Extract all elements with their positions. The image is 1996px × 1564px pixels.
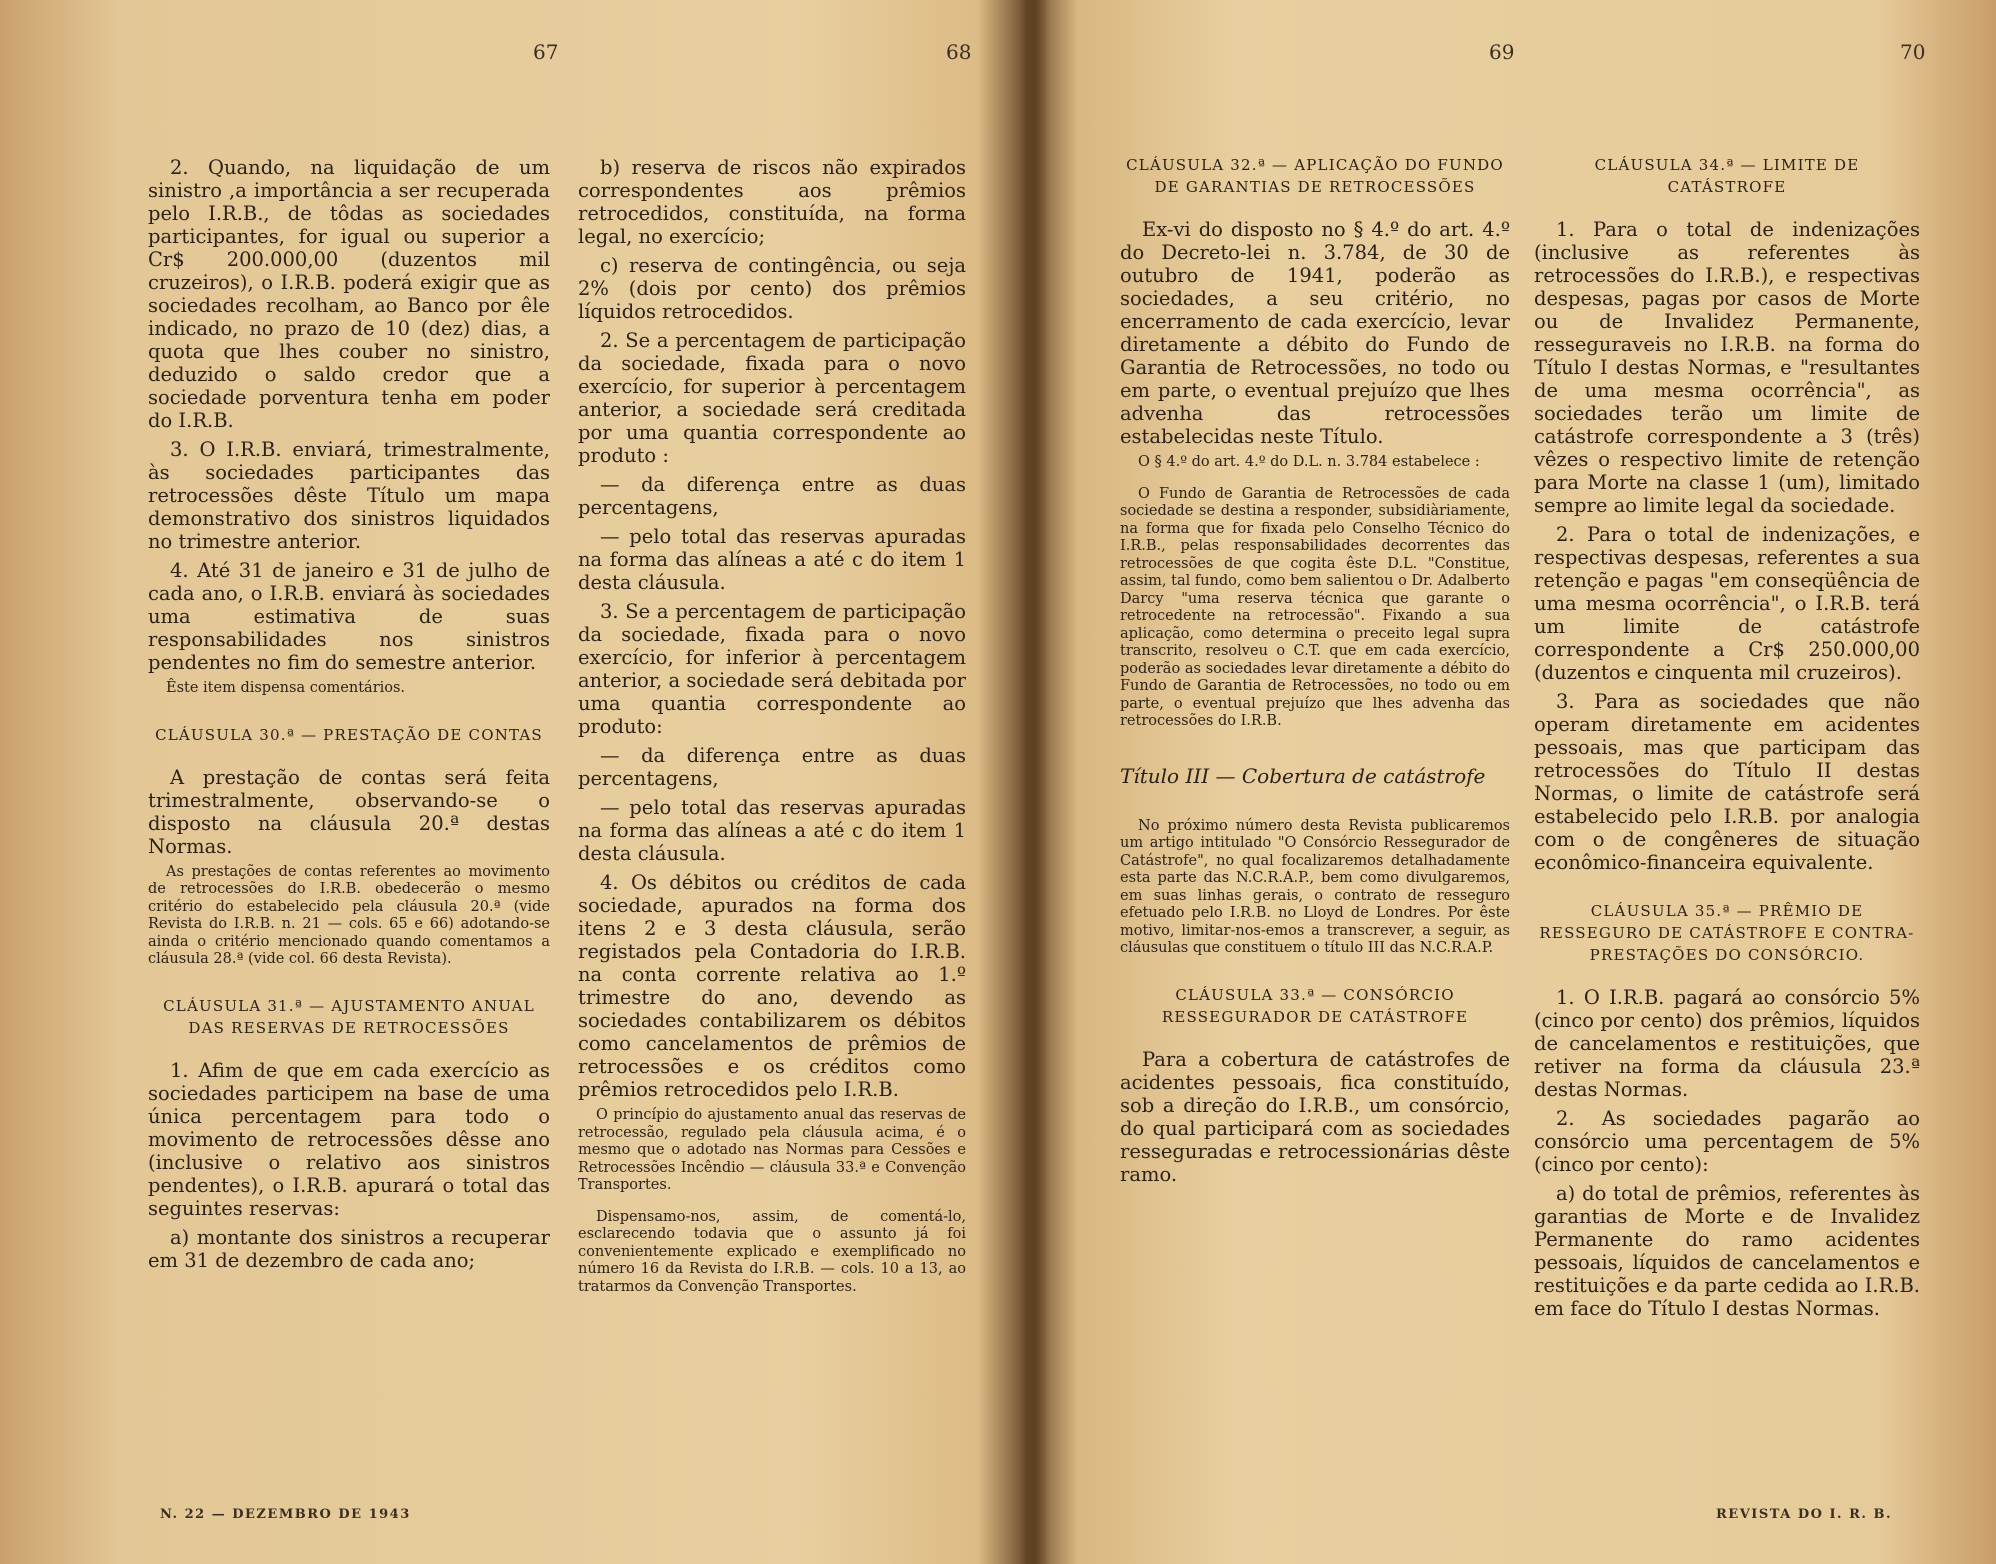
column-68 <box>578 156 966 1310</box>
column-67 <box>148 156 550 1278</box>
paragraph: 1. O I.R.B. pagará ao consórcio 5% (cinco por cento) dos prêmios, líquidos de cancelamentos e restituições, que retiver na forma da cláusula 23.ª destas Normas. <box>1534 986 1920 1101</box>
paragraph: c) reserva de contingência, ou seja 2% (dois por cento) dos prêmios líquidos retrocedidos. <box>578 254 966 323</box>
paragraph: 3. O I.R.B. enviará, trimestralmente, às sociedades participantes das retrocessões dêste Título um mapa demonstrativo dos sinistros liquidados no trimestre anterior. <box>148 438 550 553</box>
clause-heading: CLÁUSULA 30.ª — PRESTAÇÃO DE CONTAS <box>155 725 543 744</box>
paragraph: 3. Para as sociedades que não operam diretamente em acidentes pessoais, mas que participam das retrocessões do Título II destas Normas, o limite de catástrofe será estabelecido pelo I.R.B. por analogia com o de congêneres de situação econômico-financeira equivalente. <box>1534 690 1920 874</box>
paragraph: A prestação de contas será feita trimestralmente, observando-se o disposto na cláusula 20.ª destas Normas. <box>148 765 550 858</box>
paragraph: 1. Para o total de indenizações (inclusive as referentes às retrocessões do I.R.B.), e respectivas despesas, pagas por casos de Morte ou de Invalidez Permanente, resseguraveis no I.R.B. na forma do Título I destas Normas, e "resultantes de uma mesma ocorrência", as sociedades terão um limite de catástrofe correspondente a 3 (três) vêzes o respectivo limite de retenção para Morte na classe 1 (um), limitado sempre ao limite legal da sociedade. <box>1534 218 1920 517</box>
paragraph: 4. Até 31 de janeiro e 31 de julho de cada ano, o I.R.B. enviará às sociedades uma estimativa de suas responsabilidades nos sinistros pendentes no fim do semestre anterior. <box>148 559 550 674</box>
clause-heading: CLÁUSULA 35.ª — PRÊMIO DE RESSEGURO DE CATÁSTROFE E CONTRA-PRESTAÇÕES DO CONSÓRCIO. <box>1539 902 1915 964</box>
page-number-70: 70 <box>1900 40 1926 64</box>
page-number-67: 67 <box>533 40 559 64</box>
clause-heading: CLÁUSULA 32.ª — APLICAÇÃO DO FUNDO DE GARANTIAS DE RETROCESSÕES <box>1126 156 1504 196</box>
page-number-68: 68 <box>946 40 972 64</box>
clause-heading: CLÁUSULA 31.ª — AJUSTAMENTO ANUAL DAS RESERVAS DE RETROCESSÕES <box>163 996 535 1037</box>
paragraph: 2. Se a percentagem de participação da sociedade, fixada para o novo exercício, for superior à percentagem anterior, a sociedade será creditada por uma quantia correspondente ao produto : <box>578 329 966 467</box>
section-title: Título III — Cobertura de catástrofe <box>1120 763 1486 788</box>
commentary: O § 4.º do art. 4.º do D.L. n. 3.784 estabelece : <box>1138 454 1480 470</box>
paragraph: 1. Afim de que em cada exercício as sociedades participem na base de uma única percentagem para todo o movimento de retrocessões dêsse ano (inclusive o relativo aos sinistros pendentes), o I.R.B. apurará o total das seguintes reservas: <box>148 1058 550 1220</box>
paragraph: 2. Para o total de indenizações, e respectivas despesas, referentes a sua retenção e pagas "em conseqüência de uma mesma ocorrência", o I.R.B. terá um limite de catástrofe correspondente a Cr$ 250.000,00 (duzentos e cinquenta mil cruzeiros). <box>1534 523 1920 684</box>
commentary: O princípio do ajustamento anual das reservas de retrocessão, regulado pela cláusula acima, é o mesmo que o adotado nas Normas para Cessões e Retrocessões Incêndio — cláusula 33.ª e Convenção Transportes. <box>578 1107 966 1193</box>
paragraph: 2. Quando, na liquidação de um sinistro ,a importância a ser recuperada pelo I.R.B., de tôdas as sociedades participantes, for igual ou superior a Cr$ 200.000,00 (duzentos mil cruzeiros), o I.R.B. poderá exigir que as sociedades recolham, ao Banco por êle indicado, no prazo de 10 (dez) dias, a quota que lhes couber no sinistro, deduzido o saldo credor que a sociedade porventura tenha em poder do I.R.B. <box>148 156 550 432</box>
paragraph: Ex-vi do disposto no § 4.º do art. 4.º do Decreto-lei n. 3.784, de 30 de outubro de 1941, poderão as sociedades, a seu critério, no encerramento de cada exercício, levar diretamente a débito do Fundo de Garantia de Retrocessões, no todo ou em parte, o eventual prejuízo que lhes advenha das retrocessões estabelecidas neste Título. <box>1120 218 1510 448</box>
paragraph: — da diferença entre as duas percentagens, <box>578 473 966 519</box>
paragraph: b) reserva de riscos não expirados correspondentes aos prêmios retrocedidos, constituída, na forma legal, no exercício; <box>578 156 966 248</box>
commentary: O Fundo de Garantia de Retrocessões de cada sociedade se destina a responder, subsidiàriamente, na forma que for fixada pelo Conselho Técnico do I.R.B., pelas responsabilidades decorrentes das retrocessões de que cogita êste D.L. "Constitue, assim, tal fundo, como bem salientou o Dr. Adalberto Darcy "uma reserva técnica que garante o retrocedente na retrocessão". Fixando a sua aplicação, como determina o preceito legal supra transcrito, resolveu o C.T. que em cada exercício, poderão as sociedades levar diretamente a débito do Fundo de Garantia de Retrocessões, no todo ou em parte, o eventual prejuízo que lhes advenha das retrocessões do I.R.B. <box>1120 485 1510 729</box>
clause-heading: CLÁUSULA 33.ª — CONSÓRCIO RESSEGURADOR DE CATÁSTROFE <box>1161 985 1469 1026</box>
column-70 <box>1534 154 1920 1326</box>
clause-heading: CLÁUSULA 34.ª — LIMITE DE CATÁSTROFE <box>1594 156 1860 196</box>
commentary: Dispensamo-nos, assim, de comentá-lo, esclarecendo todavia que o assunto já foi convenientemente explicado e exemplificado no número 16 da Revista do I.R.B. — cols. 10 a 13, ao tratarmos da Convenção Transportes. <box>578 1208 966 1295</box>
paragraph: — pelo total das reservas apuradas na forma das alíneas a até c do item 1 desta cláusula. <box>578 796 966 865</box>
book-gutter <box>1020 0 1050 1564</box>
paragraph: 2. As sociedades pagarão ao consórcio uma percentagem de 5% (cinco por cento): <box>1534 1107 1920 1176</box>
paragraph: a) montante dos sinistros a recuperar em 31 de dezembro de cada ano; <box>148 1225 550 1272</box>
column-69 <box>1120 154 1510 1192</box>
commentary: Êste item dispensa comentários. <box>166 680 406 696</box>
page-number-69: 69 <box>1489 40 1515 64</box>
paragraph: 3. Se a percentagem de participação da sociedade, fixada para o novo exercício, for inferior à percentagem anterior, a sociedade será debitada por uma quantia correspondente ao produto: <box>578 600 966 738</box>
paragraph: — pelo total das reservas apuradas na forma das alíneas a até c do item 1 desta cláusula. <box>578 525 966 594</box>
paragraph: Para a cobertura de catástrofes de acidentes pessoais, fica constituído, sob a direção do I.R.B., um consórcio, do qual participará com as sociedades resseguradas e retrocessionárias dêste ramo. <box>1120 1047 1510 1186</box>
footer-journal: REVISTA DO I. R. B. <box>1716 1507 1892 1522</box>
commentary: As prestações de contas referentes ao movimento de retrocessões do I.R.B. obedecerão o mesmo critério do estabelecido pela cláusula 20.ª (vide Revista do I.R.B. n. 21 — cols. 65 e 66) adotando-se ainda o critério mencionado quando comentamos a cláusula 28.ª (vide col. 66 desta Revista). <box>148 863 550 967</box>
commentary: No próximo número desta Revista publicaremos um artigo intitulado "O Consórcio Ressegurador de Catástrofe", no qual focalizaremos detalhadamente esta parte das N.C.R.A.P., bem como divulgaremos, em suas linhas gerais, o contrato de resseguro efetuado pelo I.R.B. no Lloyd de Londres. Por êste motivo, limitar-nos-emos a transcrever, a seguir, as cláusulas que constituem o título III das N.C.R.A.P. <box>1120 817 1510 956</box>
footer-issue: N. 22 — DEZEMBRO DE 1943 <box>160 1507 411 1522</box>
paragraph: 4. Os débitos ou créditos de cada sociedade, apurados na forma dos itens 2 e 3 desta cláusula, serão registados pela Contadoria do I.R.B. na conta corrente relativa ao 1.º trimestre do ano, devendo as sociedades contabilizarem os débitos como cancelamentos de prêmios de retrocessões e os créditos como prêmios retrocedidos pelo I.R.B. <box>578 871 966 1101</box>
paragraph: — da diferença entre as duas percentagens, <box>578 744 966 790</box>
paragraph: a) do total de prêmios, referentes às garantias de Morte e de Invalidez Permanente do ramo acidentes pessoais, líquidos de cancelamentos e restituições e da parte cedida ao I.R.B. em face do Título I destas Normas. <box>1534 1182 1920 1320</box>
